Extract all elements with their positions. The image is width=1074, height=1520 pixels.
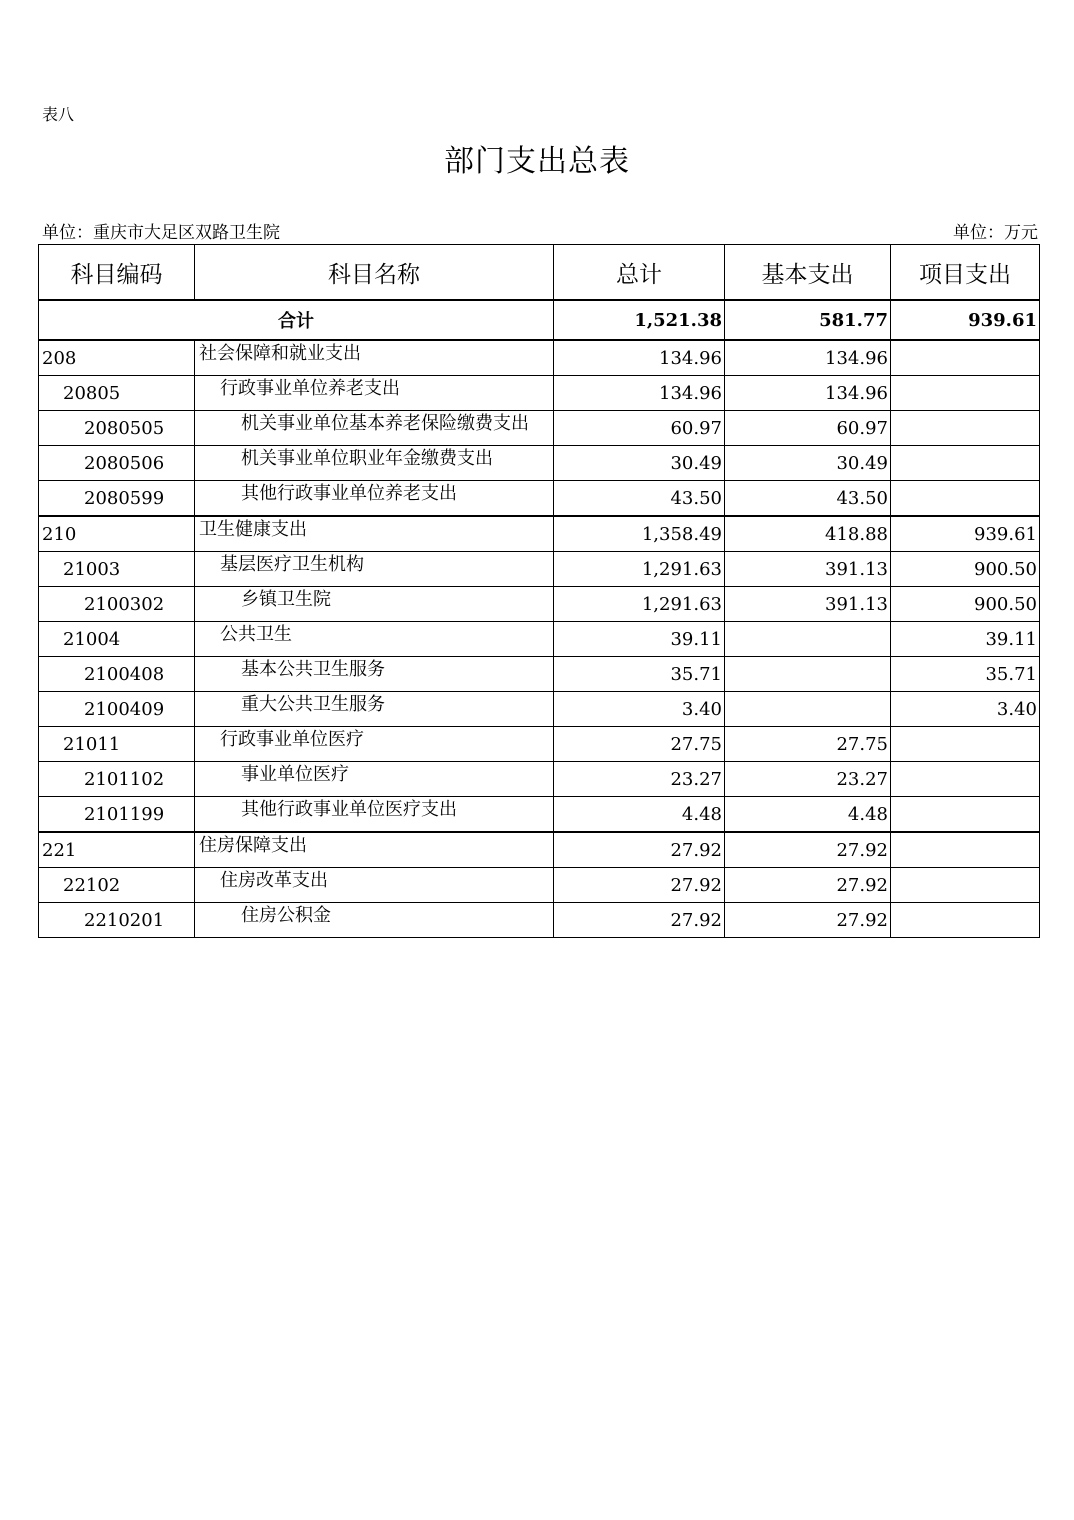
table-row: [39, 868, 1040, 903]
total-label: 合计: [39, 300, 554, 340]
row-basic: 23.27: [725, 762, 891, 797]
row-basic: 134.96: [725, 376, 891, 411]
unit-currency: 单位：万元: [953, 223, 1038, 243]
row-project: 35.71: [891, 657, 1040, 692]
header-total: 总计: [554, 245, 725, 301]
row-project: 3.40: [891, 692, 1040, 727]
row-basic: 60.97: [725, 411, 891, 446]
total-project: 939.61: [891, 300, 1040, 340]
page-title: 部门支出总表: [444, 144, 630, 179]
row-name: [195, 481, 554, 517]
row-total: 27.75: [554, 727, 725, 762]
row-project: 39.11: [891, 622, 1040, 657]
table-header-row: [39, 245, 1040, 301]
row-name: [195, 411, 554, 446]
row-project: [891, 446, 1040, 481]
row-basic: 391.13: [725, 587, 891, 622]
row-name: [195, 622, 554, 657]
header-project: 项目支出: [891, 245, 1040, 301]
row-name-text: 事业单位医疗: [241, 764, 349, 785]
row-total: 27.92: [554, 868, 725, 903]
row-code: 2100302: [39, 587, 195, 622]
row-name-text: 乡镇卫生院: [241, 589, 331, 610]
row-project: [891, 903, 1040, 938]
table-row: [39, 516, 1040, 552]
row-name-text: 卫生健康支出: [199, 519, 307, 540]
row-basic: 27.75: [725, 727, 891, 762]
row-total: 39.11: [554, 622, 725, 657]
row-name: [195, 376, 554, 411]
row-basic: 27.92: [725, 903, 891, 938]
table-row: [39, 797, 1040, 833]
row-total: 3.40: [554, 692, 725, 727]
table-row: [39, 376, 1040, 411]
row-basic: [725, 657, 891, 692]
row-code: 2101102: [39, 762, 195, 797]
row-total: 60.97: [554, 411, 725, 446]
row-name-text: 基本公共卫生服务: [241, 659, 385, 680]
row-name: [195, 727, 554, 762]
row-total: 134.96: [554, 340, 725, 376]
row-total: 30.49: [554, 446, 725, 481]
row-name-text: 机关事业单位职业年金缴费支出: [241, 448, 493, 469]
table-row: [39, 446, 1040, 481]
row-name: [195, 903, 554, 938]
table-row: [39, 692, 1040, 727]
row-name-text: 社会保障和就业支出: [199, 343, 361, 364]
row-name: [195, 797, 554, 833]
row-code: 2100408: [39, 657, 195, 692]
row-name-text: 重大公共卫生服务: [241, 694, 385, 715]
row-code: 2101199: [39, 797, 195, 833]
row-code: 221: [39, 832, 195, 868]
header-name: 科目名称: [195, 245, 554, 301]
row-name-text: 住房改革支出: [220, 870, 328, 891]
row-basic: 4.48: [725, 797, 891, 833]
row-code: 2080505: [39, 411, 195, 446]
row-name-text: 行政事业单位医疗: [220, 729, 364, 750]
total-basic: 581.77: [725, 300, 891, 340]
row-name-text: 住房保障支出: [199, 835, 307, 856]
row-project: [891, 797, 1040, 833]
header-basic: 基本支出: [725, 245, 891, 301]
row-total: 1,291.63: [554, 587, 725, 622]
row-code: 21003: [39, 552, 195, 587]
row-code: 2080599: [39, 481, 195, 517]
row-code: 2080506: [39, 446, 195, 481]
table-row: [39, 657, 1040, 692]
row-code: 21004: [39, 622, 195, 657]
row-total: 43.50: [554, 481, 725, 517]
expenditure-table: [38, 244, 1040, 938]
row-code: 22102: [39, 868, 195, 903]
row-project: 900.50: [891, 587, 1040, 622]
table-number: 表八: [42, 105, 75, 124]
row-name: [195, 762, 554, 797]
row-name-text: 公共卫生: [220, 624, 292, 645]
row-basic: 27.92: [725, 832, 891, 868]
row-code: 20805: [39, 376, 195, 411]
row-basic: 391.13: [725, 552, 891, 587]
row-total: 27.92: [554, 903, 725, 938]
table-row: [39, 832, 1040, 868]
row-project: [891, 762, 1040, 797]
row-total: 27.92: [554, 832, 725, 868]
total-sum: 1,521.38: [554, 300, 725, 340]
row-basic: 27.92: [725, 868, 891, 903]
total-row: [39, 300, 1040, 340]
row-name: [195, 868, 554, 903]
row-basic: 418.88: [725, 516, 891, 552]
row-project: [891, 727, 1040, 762]
row-total: 23.27: [554, 762, 725, 797]
row-basic: 134.96: [725, 340, 891, 376]
row-basic: 43.50: [725, 481, 891, 517]
row-basic: [725, 622, 891, 657]
row-name: [195, 340, 554, 376]
table-row: [39, 411, 1040, 446]
table-row: [39, 481, 1040, 517]
table-row: [39, 727, 1040, 762]
row-basic: 30.49: [725, 446, 891, 481]
row-name-text: 住房公积金: [241, 905, 331, 926]
row-project: 939.61: [891, 516, 1040, 552]
row-name: [195, 587, 554, 622]
row-total: 35.71: [554, 657, 725, 692]
row-code: 210: [39, 516, 195, 552]
row-name-text: 其他行政事业单位医疗支出: [241, 799, 457, 820]
row-name-text: 其他行政事业单位养老支出: [241, 483, 457, 504]
header-code: 科目编码: [39, 245, 195, 301]
row-project: [891, 376, 1040, 411]
row-code: 2210201: [39, 903, 195, 938]
table-row: [39, 340, 1040, 376]
table-row: [39, 622, 1040, 657]
row-project: [891, 868, 1040, 903]
row-project: [891, 481, 1040, 517]
row-name: [195, 446, 554, 481]
row-name-text: 行政事业单位养老支出: [220, 378, 400, 399]
row-total: 4.48: [554, 797, 725, 833]
row-name-text: 机关事业单位基本养老保险缴费支出: [241, 413, 529, 434]
row-code: 208: [39, 340, 195, 376]
row-total: 1,358.49: [554, 516, 725, 552]
row-total: 1,291.63: [554, 552, 725, 587]
unit-organization: 单位：重庆市大足区双路卫生院: [42, 223, 280, 243]
row-code: 2100409: [39, 692, 195, 727]
row-project: [891, 340, 1040, 376]
table-row: [39, 903, 1040, 938]
row-name: [195, 516, 554, 552]
row-name: [195, 657, 554, 692]
row-project: [891, 832, 1040, 868]
table-row: [39, 587, 1040, 622]
table-row: [39, 552, 1040, 587]
table-row: [39, 762, 1040, 797]
row-name-text: 基层医疗卫生机构: [220, 554, 364, 575]
row-total: 134.96: [554, 376, 725, 411]
row-code: 21011: [39, 727, 195, 762]
row-name: [195, 552, 554, 587]
row-name: [195, 692, 554, 727]
row-project: [891, 411, 1040, 446]
row-basic: [725, 692, 891, 727]
row-name: [195, 832, 554, 868]
row-project: 900.50: [891, 552, 1040, 587]
